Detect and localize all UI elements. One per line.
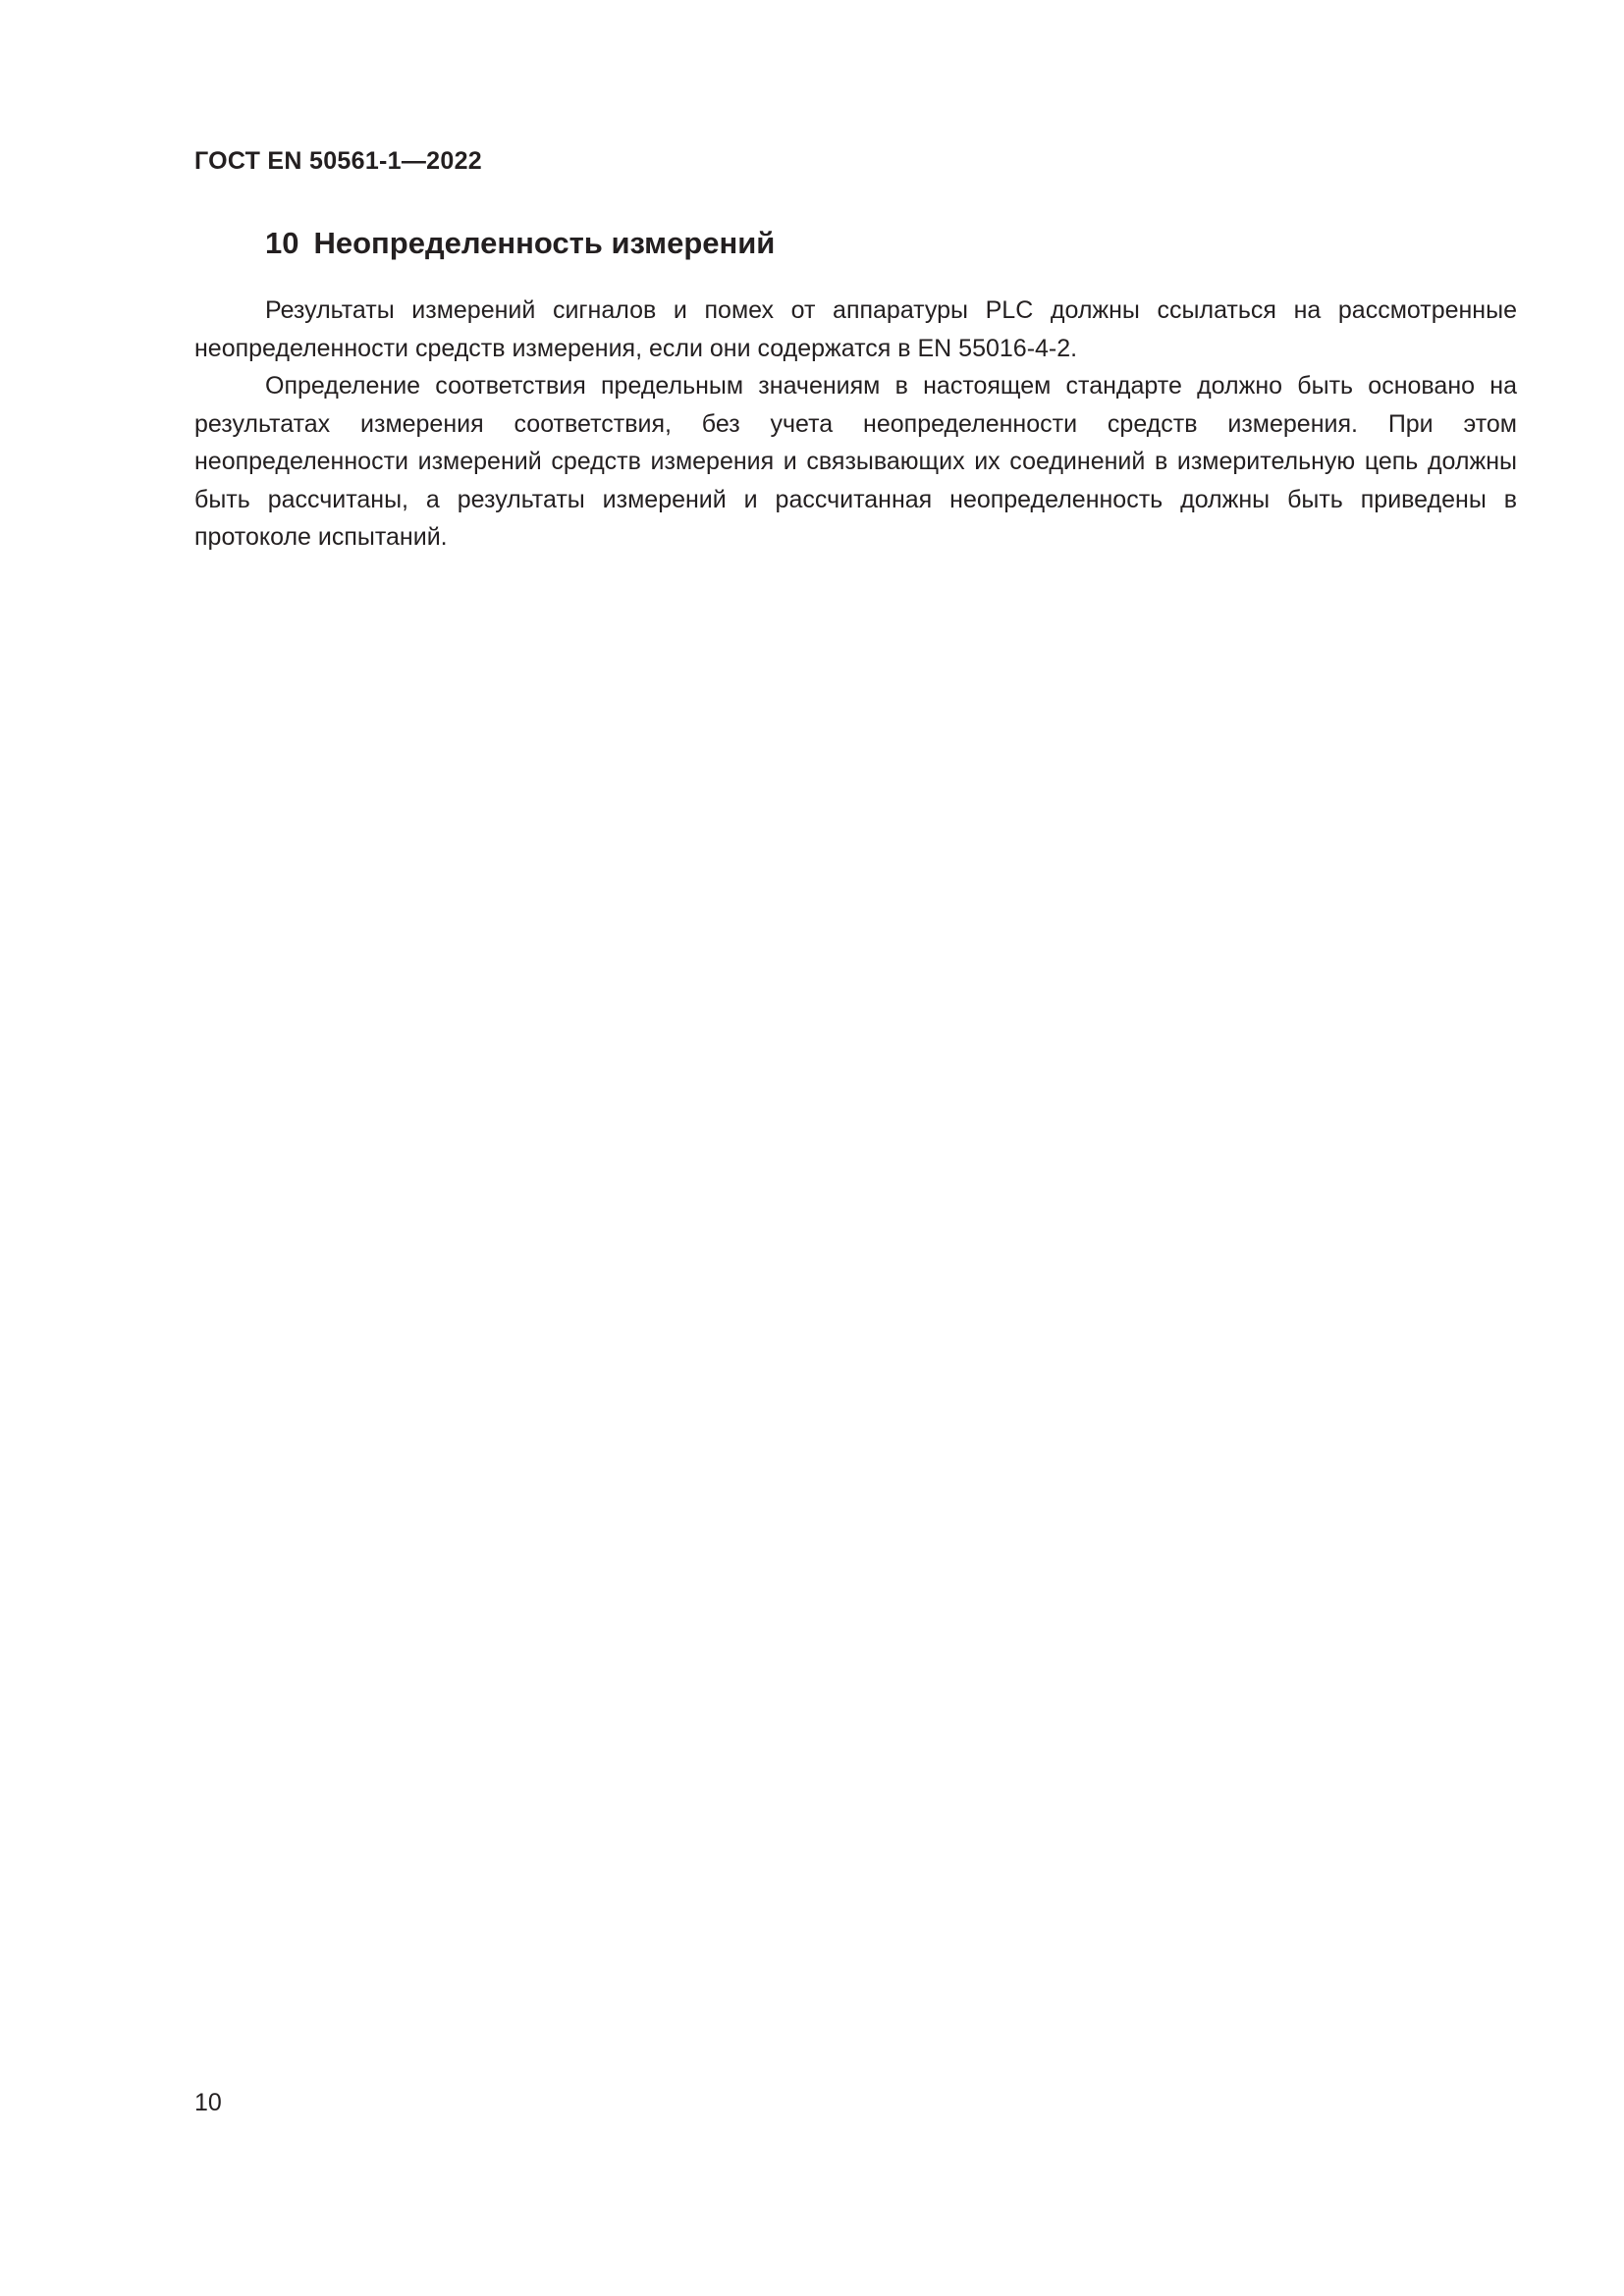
document-header: ГОСТ EN 50561-1—2022: [194, 147, 482, 175]
section-title: Неопределенность измерений: [313, 226, 776, 260]
paragraph: Результаты измерений сигналов и помех от аппаратуры PLC должны ссылаться на рассмотренные неопределенности средств измерения, если они содержатся в EN 55016-4-2.: [194, 296, 1517, 362]
section-body: [194, 292, 1517, 557]
page-number: 10: [194, 2089, 222, 2116]
section-number: 10: [265, 226, 299, 260]
paragraph: Определение соответствия предельным значениям в настоящем стандарте должно быть основано на результатах измерения соответствия, без учета неопределенности средств измерения. При этом неопределенности измерений средств измерения и связывающих их соединений в измерительную цепь должны быть рассчитаны, а результаты измерений и рассчитанная неопределенность должны быть приведены в протоколе испытаний.: [194, 372, 1517, 551]
section-heading: [265, 226, 775, 261]
